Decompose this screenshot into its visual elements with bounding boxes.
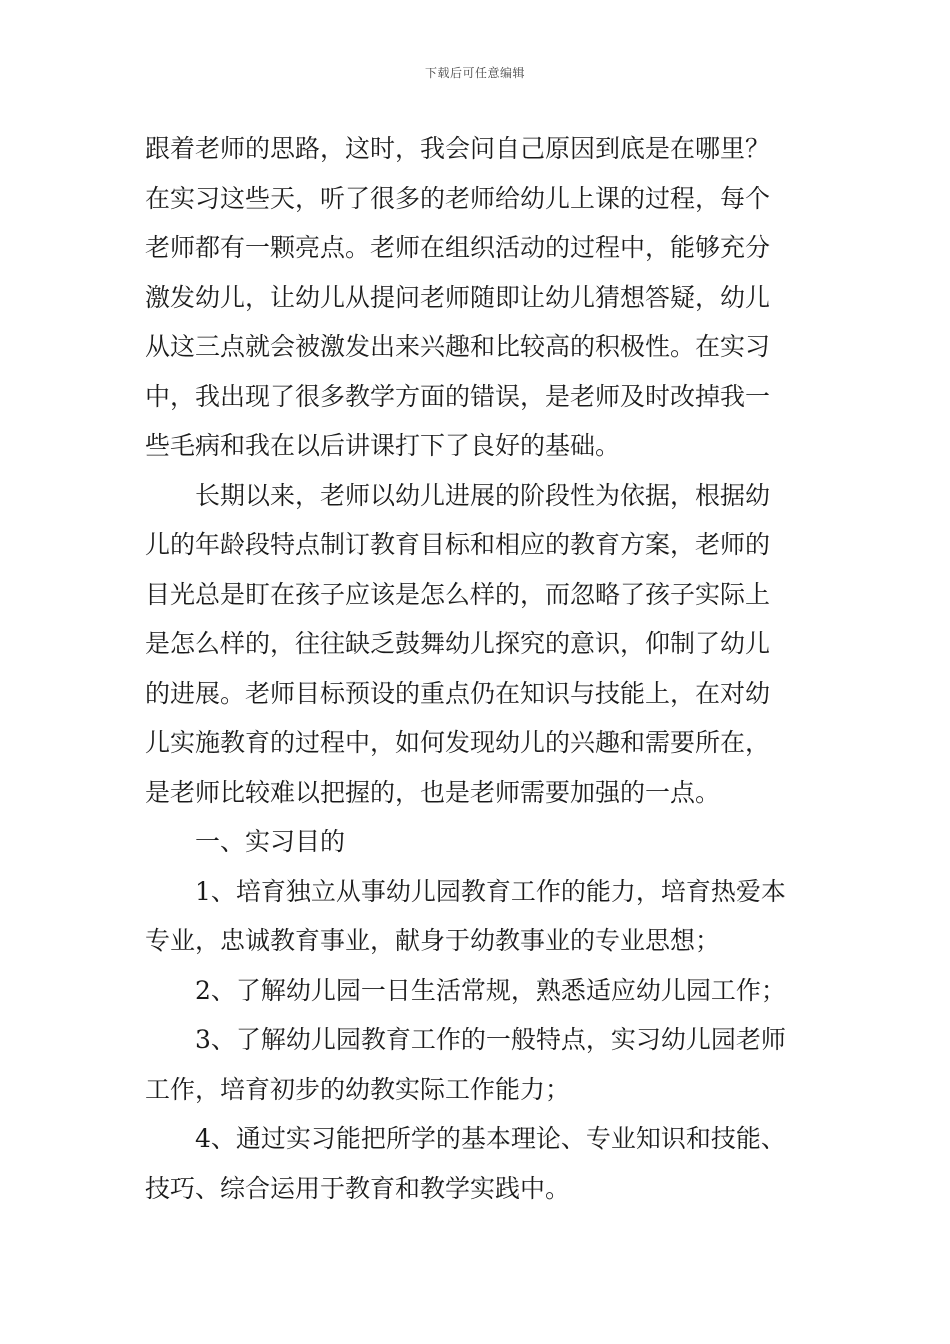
- text-line: 儿实施教育的过程中，如何发现幼儿的兴趣和需要所在，: [145, 728, 771, 757]
- text-line: 些毛病和我在以后讲课打下了良好的基础。: [145, 431, 621, 460]
- section-heading: 一、实习目的: [195, 827, 346, 856]
- list-item: 1、培育独立从事幼儿园教育工作的能力，培育热爱本: [195, 876, 786, 906]
- text-line: 长期以来，老师以幼儿进展的阶段性为依据，根据幼: [195, 480, 771, 510]
- text-line: 是怎么样的，往往缺乏鼓舞幼儿探究的意识，仰制了幼儿: [145, 629, 771, 658]
- text-line: 中，我出现了很多教学方面的错误，是老师及时改掉我一: [145, 381, 771, 411]
- text-line: 跟着老师的思路，这时，我会问自己原因到底是在哪里？: [145, 134, 771, 163]
- text-line: 工作，培育初步的幼教实际工作能力；: [145, 1074, 571, 1104]
- text-line: 是老师比较难以把握的，也是老师需要加强的一点。: [145, 777, 721, 807]
- list-item: 4、通过实习能把所学的基本理论、专业知识和技能、: [195, 1124, 786, 1153]
- text-line: 目光总是盯在孩子应该是怎么样的，而忽略了孩子实际上: [145, 579, 771, 609]
- text-line: 从这三点就会被激发出来兴趣和比较高的积极性。在实习: [145, 332, 771, 361]
- text-line: 技巧、综合运用于教育和教学实践中。: [145, 1173, 571, 1203]
- text-line: 专业，忠诚教育事业，献身于幼教事业的专业思想；: [145, 926, 721, 955]
- text-line: 在实习这些天，听了很多的老师给幼儿上课的过程，每个: [145, 183, 771, 213]
- text-line: 激发幼儿，让幼儿从提问老师随即让幼儿猜想答疑，幼儿: [145, 282, 771, 312]
- list-item: 3、了解幼儿园教育工作的一般特点，实习幼儿园老师: [195, 1025, 786, 1054]
- text-line: 老师都有一颗亮点。老师在组织活动的过程中，能够充分: [145, 233, 771, 262]
- body-text: [145, 124, 807, 1213]
- text-line: 的进展。老师目标预设的重点仍在知识与技能上，在对幼: [145, 678, 771, 708]
- text-line: 儿的年龄段特点制订教育目标和相应的教育方案，老师的: [145, 530, 771, 559]
- list-item: 2、了解幼儿园一日生活常规，熟悉适应幼儿园工作；: [195, 975, 786, 1005]
- page-header-note: 下载后可任意编辑: [424, 66, 525, 80]
